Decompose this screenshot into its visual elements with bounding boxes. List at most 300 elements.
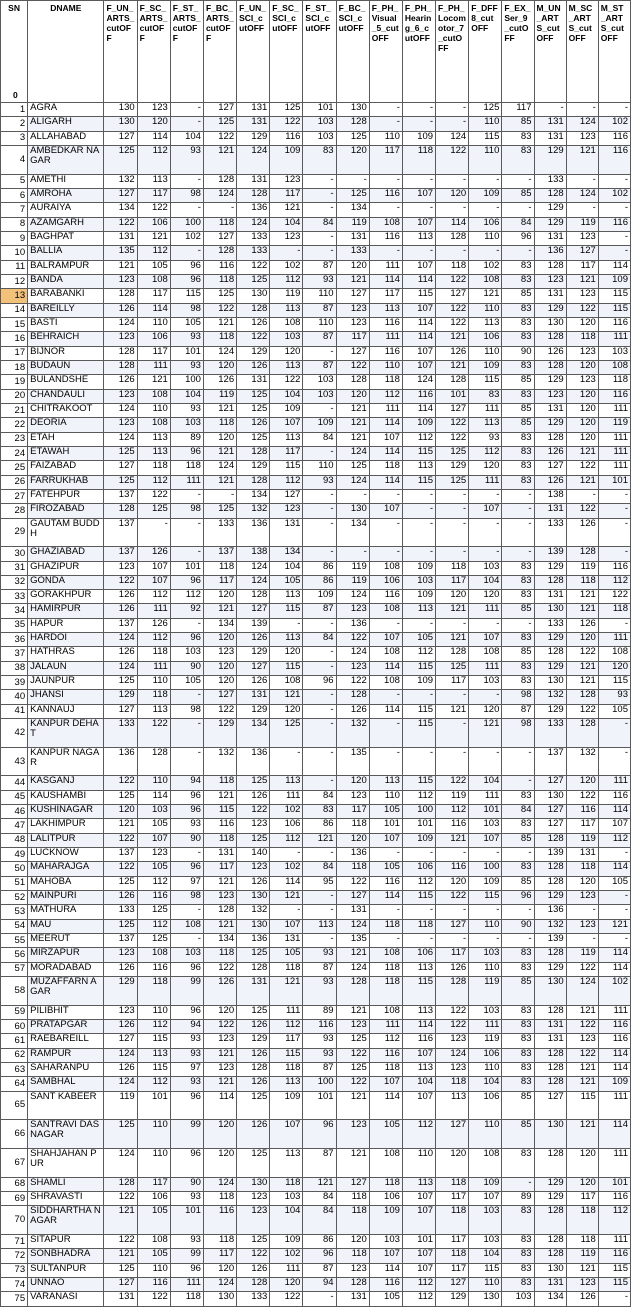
cutoff-cell[interactable]: - xyxy=(502,203,534,217)
cutoff-cell[interactable]: 120 xyxy=(203,360,236,374)
cutoff-cell[interactable]: - xyxy=(170,117,203,131)
cutoff-cell[interactable]: 123 xyxy=(566,231,598,245)
district-cell[interactable]: JHANSI xyxy=(28,690,104,704)
cutoff-cell[interactable]: 132 xyxy=(534,690,566,704)
district-cell[interactable]: GHAZIABAD xyxy=(28,547,104,561)
cutoff-cell[interactable]: 124 xyxy=(237,145,270,174)
row-number[interactable]: 65 xyxy=(1,1091,28,1120)
cutoff-cell[interactable]: 85 xyxy=(502,188,534,202)
cutoff-cell[interactable]: 121 xyxy=(566,1263,598,1277)
cutoff-cell[interactable]: 111 xyxy=(469,475,502,489)
cutoff-cell[interactable]: 130 xyxy=(534,1120,566,1149)
cutoff-cell[interactable]: 112 xyxy=(137,919,170,933)
cutoff-cell[interactable]: 90 xyxy=(170,661,203,675)
cutoff-cell[interactable]: 103 xyxy=(469,819,502,833)
cutoff-cell[interactable]: 106 xyxy=(469,217,502,231)
cutoff-cell[interactable]: - xyxy=(402,618,435,632)
cutoff-cell[interactable]: 107 xyxy=(402,360,435,374)
cutoff-cell[interactable]: 114 xyxy=(369,1091,402,1120)
cutoff-cell[interactable]: 130 xyxy=(534,1263,566,1277)
cutoff-cell[interactable]: 111 xyxy=(170,1277,203,1291)
cutoff-cell[interactable]: 104 xyxy=(469,776,502,790)
row-number[interactable]: 38 xyxy=(1,661,28,675)
cutoff-cell[interactable]: 123 xyxy=(566,289,598,303)
cutoff-cell[interactable]: 83 xyxy=(502,948,534,962)
cutoff-cell[interactable]: 128 xyxy=(534,575,566,589)
cutoff-cell[interactable]: 86 xyxy=(303,819,336,833)
cutoff-cell[interactable]: - xyxy=(436,747,469,776)
cutoff-cell[interactable]: 112 xyxy=(598,575,630,589)
cutoff-cell[interactable]: 87 xyxy=(303,1062,336,1076)
cutoff-cell[interactable]: 131 xyxy=(534,131,566,145)
cutoff-cell[interactable]: 124 xyxy=(336,446,369,460)
cutoff-cell[interactable]: 108 xyxy=(369,217,402,231)
cutoff-cell[interactable]: 117 xyxy=(203,862,236,876)
cutoff-cell[interactable]: - xyxy=(170,518,203,547)
row-number[interactable]: 53 xyxy=(1,905,28,919)
cutoff-cell[interactable]: 123 xyxy=(104,1005,137,1019)
cutoff-cell[interactable]: 118 xyxy=(170,461,203,475)
cutoff-cell[interactable]: 128 xyxy=(436,231,469,245)
cutoff-cell[interactable]: 121 xyxy=(436,633,469,647)
district-cell[interactable]: MATHURA xyxy=(28,905,104,919)
cutoff-cell[interactable]: 127 xyxy=(104,1034,137,1048)
cutoff-cell[interactable]: - xyxy=(502,934,534,948)
cutoff-cell[interactable]: 111 xyxy=(469,604,502,618)
cutoff-cell[interactable]: - xyxy=(402,203,435,217)
cutoff-cell[interactable]: 134 xyxy=(203,618,236,632)
cutoff-cell[interactable]: 131 xyxy=(534,1277,566,1291)
cutoff-cell[interactable]: - xyxy=(303,719,336,748)
cutoff-cell[interactable]: 106 xyxy=(469,1048,502,1062)
cutoff-cell[interactable]: 135 xyxy=(104,246,137,260)
cutoff-cell[interactable]: 93 xyxy=(170,1191,203,1205)
cutoff-cell[interactable]: 119 xyxy=(203,389,236,403)
cutoff-cell[interactable]: 121 xyxy=(566,145,598,174)
cutoff-cell[interactable]: 136 xyxy=(237,747,270,776)
cutoff-cell[interactable]: 119 xyxy=(566,833,598,847)
cutoff-cell[interactable]: 115 xyxy=(270,661,303,675)
cutoff-cell[interactable]: 111 xyxy=(137,360,170,374)
cutoff-cell[interactable]: 90 xyxy=(170,1177,203,1191)
cutoff-cell[interactable]: 117 xyxy=(137,289,170,303)
cutoff-cell[interactable]: 100 xyxy=(170,217,203,231)
row-number[interactable]: 45 xyxy=(1,790,28,804)
cutoff-cell[interactable]: 118 xyxy=(566,575,598,589)
district-cell[interactable]: LALITPUR xyxy=(28,833,104,847)
cutoff-cell[interactable]: 123 xyxy=(436,1034,469,1048)
cutoff-cell[interactable]: 93 xyxy=(303,274,336,288)
cutoff-cell[interactable]: 115 xyxy=(270,1048,303,1062)
row-number[interactable]: 44 xyxy=(1,776,28,790)
cutoff-cell[interactable]: 106 xyxy=(369,575,402,589)
cutoff-cell[interactable]: 86 xyxy=(303,561,336,575)
cutoff-cell[interactable]: 124 xyxy=(402,375,435,389)
cutoff-cell[interactable]: 106 xyxy=(137,1191,170,1205)
cutoff-cell[interactable]: 108 xyxy=(369,1148,402,1177)
cutoff-cell[interactable]: 118 xyxy=(369,1177,402,1191)
cutoff-cell[interactable]: 107 xyxy=(137,575,170,589)
cutoff-cell[interactable]: 115 xyxy=(402,891,435,905)
cutoff-cell[interactable]: 124 xyxy=(566,117,598,131)
cutoff-cell[interactable]: 115 xyxy=(270,461,303,475)
row-number[interactable]: 39 xyxy=(1,676,28,690)
cutoff-cell[interactable]: 117 xyxy=(336,332,369,346)
cutoff-cell[interactable]: - xyxy=(369,934,402,948)
cutoff-cell[interactable]: 121 xyxy=(566,676,598,690)
cutoff-cell[interactable]: 102 xyxy=(270,862,303,876)
cutoff-cell[interactable]: 121 xyxy=(336,432,369,446)
cutoff-cell[interactable]: 131 xyxy=(534,590,566,604)
cutoff-cell[interactable]: 131 xyxy=(336,231,369,245)
cutoff-cell[interactable]: 120 xyxy=(336,776,369,790)
cutoff-cell[interactable]: 84 xyxy=(303,1191,336,1205)
cutoff-cell[interactable]: 110 xyxy=(303,317,336,331)
cutoff-cell[interactable]: - xyxy=(469,518,502,547)
cutoff-cell[interactable]: 125 xyxy=(203,289,236,303)
cutoff-cell[interactable]: 132 xyxy=(336,719,369,748)
cutoff-cell[interactable]: 106 xyxy=(137,332,170,346)
cutoff-cell[interactable]: 126 xyxy=(436,962,469,976)
row-number[interactable]: 58 xyxy=(1,977,28,1006)
cutoff-cell[interactable]: 126 xyxy=(203,977,236,1006)
cutoff-cell[interactable]: 136 xyxy=(104,747,137,776)
cutoff-cell[interactable]: 112 xyxy=(137,145,170,174)
cutoff-cell[interactable]: 121 xyxy=(436,360,469,374)
cutoff-cell[interactable]: 107 xyxy=(137,833,170,847)
cutoff-cell[interactable]: 112 xyxy=(137,633,170,647)
cutoff-cell[interactable]: 112 xyxy=(137,590,170,604)
cutoff-cell[interactable]: 122 xyxy=(270,117,303,131)
cutoff-cell[interactable]: - xyxy=(402,489,435,503)
cutoff-cell[interactable]: 116 xyxy=(598,317,630,331)
cutoff-cell[interactable]: 121 xyxy=(566,1062,598,1076)
district-cell[interactable]: LAKHIMPUR xyxy=(28,819,104,833)
cutoff-cell[interactable]: 126 xyxy=(237,633,270,647)
cutoff-cell[interactable]: - xyxy=(369,203,402,217)
cutoff-cell[interactable]: 107 xyxy=(402,217,435,231)
cutoff-cell[interactable]: 119 xyxy=(566,948,598,962)
cutoff-cell[interactable]: 83 xyxy=(502,1005,534,1019)
cutoff-cell[interactable]: 134 xyxy=(237,719,270,748)
cutoff-cell[interactable]: 121 xyxy=(336,1091,369,1120)
cutoff-cell[interactable]: 108 xyxy=(469,274,502,288)
cutoff-cell[interactable]: 121 xyxy=(469,289,502,303)
row-number[interactable]: 33 xyxy=(1,590,28,604)
cutoff-cell[interactable]: 85 xyxy=(502,289,534,303)
cutoff-cell[interactable]: 139 xyxy=(534,547,566,561)
cutoff-cell[interactable]: 123 xyxy=(566,1034,598,1048)
cutoff-cell[interactable]: 87 xyxy=(303,360,336,374)
cutoff-cell[interactable]: 114 xyxy=(598,962,630,976)
cutoff-cell[interactable]: 128 xyxy=(534,1005,566,1019)
cutoff-cell[interactable]: 93 xyxy=(469,432,502,446)
cutoff-cell[interactable]: 107 xyxy=(402,1191,435,1205)
cutoff-cell[interactable]: 125 xyxy=(237,1234,270,1248)
cutoff-cell[interactable]: 101 xyxy=(598,1177,630,1191)
column-header[interactable]: F_PH_Visual_5_cutOFF xyxy=(369,1,402,103)
row-number[interactable]: 15 xyxy=(1,317,28,331)
cutoff-cell[interactable]: 128 xyxy=(436,977,469,1006)
cutoff-cell[interactable]: 122 xyxy=(336,1048,369,1062)
cutoff-cell[interactable]: - xyxy=(402,747,435,776)
cutoff-cell[interactable]: 116 xyxy=(598,1034,630,1048)
cutoff-cell[interactable]: 117 xyxy=(336,805,369,819)
cutoff-cell[interactable]: 120 xyxy=(336,389,369,403)
cutoff-cell[interactable]: - xyxy=(502,504,534,518)
cutoff-cell[interactable]: 121 xyxy=(203,403,236,417)
cutoff-cell[interactable]: 115 xyxy=(170,289,203,303)
cutoff-cell[interactable]: 109 xyxy=(303,590,336,604)
cutoff-cell[interactable]: 121 xyxy=(566,604,598,618)
district-cell[interactable]: AURAIYA xyxy=(28,203,104,217)
district-cell[interactable]: JALAUN xyxy=(28,661,104,675)
cutoff-cell[interactable]: 127 xyxy=(104,704,137,718)
row-number[interactable]: 30 xyxy=(1,547,28,561)
cutoff-cell[interactable]: 110 xyxy=(137,1005,170,1019)
cutoff-cell[interactable]: 139 xyxy=(534,934,566,948)
cutoff-cell[interactable]: 111 xyxy=(170,475,203,489)
cutoff-cell[interactable]: 126 xyxy=(104,604,137,618)
cutoff-cell[interactable]: 114 xyxy=(270,876,303,890)
cutoff-cell[interactable]: 120 xyxy=(469,704,502,718)
cutoff-cell[interactable]: 130 xyxy=(534,676,566,690)
cutoff-cell[interactable]: 118 xyxy=(270,1177,303,1191)
cutoff-cell[interactable]: 83 xyxy=(502,131,534,145)
district-cell[interactable]: PILIBHIT xyxy=(28,1005,104,1019)
cutoff-cell[interactable]: 130 xyxy=(104,103,137,117)
cutoff-cell[interactable]: 109 xyxy=(402,131,435,145)
cutoff-cell[interactable]: 106 xyxy=(469,332,502,346)
cutoff-cell[interactable]: 120 xyxy=(336,1234,369,1248)
cutoff-cell[interactable]: 96 xyxy=(170,962,203,976)
cutoff-cell[interactable]: 96 xyxy=(170,862,203,876)
cutoff-cell[interactable]: 86 xyxy=(303,575,336,589)
row-number[interactable]: 43 xyxy=(1,747,28,776)
cutoff-cell[interactable]: 121 xyxy=(436,332,469,346)
district-cell[interactable]: MAINPURI xyxy=(28,891,104,905)
cutoff-cell[interactable]: 129 xyxy=(534,561,566,575)
cutoff-cell[interactable]: 85 xyxy=(502,1120,534,1149)
cutoff-cell[interactable]: 101 xyxy=(369,819,402,833)
cutoff-cell[interactable]: 113 xyxy=(402,1005,435,1019)
cutoff-cell[interactable]: - xyxy=(170,489,203,503)
cutoff-cell[interactable]: - xyxy=(436,489,469,503)
cutoff-cell[interactable]: 103 xyxy=(303,375,336,389)
cutoff-cell[interactable]: 130 xyxy=(534,977,566,1006)
cutoff-cell[interactable]: 116 xyxy=(402,389,435,403)
cutoff-cell[interactable]: 127 xyxy=(534,805,566,819)
cutoff-cell[interactable]: 96 xyxy=(303,676,336,690)
cutoff-cell[interactable]: 125 xyxy=(336,188,369,202)
cutoff-cell[interactable]: 126 xyxy=(104,1020,137,1034)
cutoff-cell[interactable]: 126 xyxy=(237,418,270,432)
district-cell[interactable]: KUSHINAGAR xyxy=(28,805,104,819)
cutoff-cell[interactable]: - xyxy=(303,934,336,948)
cutoff-cell[interactable]: 117 xyxy=(203,575,236,589)
cutoff-cell[interactable]: 124 xyxy=(336,590,369,604)
cutoff-cell[interactable]: 121 xyxy=(566,1005,598,1019)
cutoff-cell[interactable]: - xyxy=(402,934,435,948)
cutoff-cell[interactable]: 131 xyxy=(237,977,270,1006)
cutoff-cell[interactable]: 107 xyxy=(270,418,303,432)
cutoff-cell[interactable]: 121 xyxy=(203,790,236,804)
cutoff-cell[interactable]: 121 xyxy=(203,475,236,489)
row-number[interactable]: 57 xyxy=(1,962,28,976)
district-cell[interactable]: AMBEDKAR NAGAR xyxy=(28,145,104,174)
cutoff-cell[interactable]: 128 xyxy=(336,375,369,389)
cutoff-cell[interactable]: 137 xyxy=(104,618,137,632)
cutoff-cell[interactable]: 124 xyxy=(436,131,469,145)
cutoff-cell[interactable]: 105 xyxy=(598,704,630,718)
cutoff-cell[interactable]: 121 xyxy=(270,891,303,905)
cutoff-cell[interactable]: 128 xyxy=(104,289,137,303)
cutoff-cell[interactable]: 117 xyxy=(436,1191,469,1205)
cutoff-cell[interactable]: 125 xyxy=(237,1005,270,1019)
cutoff-cell[interactable]: 103 xyxy=(469,1005,502,1019)
cutoff-cell[interactable]: 126 xyxy=(237,876,270,890)
cutoff-cell[interactable]: 124 xyxy=(237,561,270,575)
cutoff-cell[interactable]: 128 xyxy=(104,360,137,374)
cutoff-cell[interactable]: 115 xyxy=(469,131,502,145)
cutoff-cell[interactable]: 131 xyxy=(237,690,270,704)
cutoff-cell[interactable]: 128 xyxy=(534,833,566,847)
cutoff-cell[interactable]: 118 xyxy=(436,561,469,575)
cutoff-cell[interactable]: - xyxy=(598,934,630,948)
cutoff-cell[interactable]: 124 xyxy=(237,575,270,589)
cutoff-cell[interactable]: 121 xyxy=(203,317,236,331)
cutoff-cell[interactable]: 127 xyxy=(566,246,598,260)
cutoff-cell[interactable]: 120 xyxy=(203,1005,236,1019)
district-cell[interactable]: GAUTAM BUDDH xyxy=(28,518,104,547)
cutoff-cell[interactable]: 114 xyxy=(402,1020,435,1034)
cutoff-cell[interactable]: 102 xyxy=(469,260,502,274)
cutoff-cell[interactable]: 125 xyxy=(237,1148,270,1177)
cutoff-cell[interactable]: 107 xyxy=(270,1120,303,1149)
cutoff-cell[interactable]: 118 xyxy=(436,260,469,274)
row-number[interactable]: 11 xyxy=(1,260,28,274)
cutoff-cell[interactable]: 97 xyxy=(170,1062,203,1076)
cutoff-cell[interactable]: 85 xyxy=(502,876,534,890)
cutoff-cell[interactable]: 125 xyxy=(336,1062,369,1076)
cutoff-cell[interactable]: 98 xyxy=(170,704,203,718)
cutoff-cell[interactable]: 112 xyxy=(402,1292,435,1306)
cutoff-cell[interactable]: 124 xyxy=(104,661,137,675)
cutoff-cell[interactable]: 104 xyxy=(170,389,203,403)
cutoff-cell[interactable]: - xyxy=(436,905,469,919)
cutoff-cell[interactable]: 100 xyxy=(402,805,435,819)
cutoff-cell[interactable]: 120 xyxy=(598,661,630,675)
cutoff-cell[interactable]: - xyxy=(170,174,203,188)
cutoff-cell[interactable]: 114 xyxy=(137,790,170,804)
cutoff-cell[interactable]: 117 xyxy=(270,1034,303,1048)
cutoff-cell[interactable]: 127 xyxy=(436,403,469,417)
cutoff-cell[interactable]: 138 xyxy=(237,547,270,561)
cutoff-cell[interactable]: 117 xyxy=(369,289,402,303)
row-number[interactable]: 64 xyxy=(1,1077,28,1091)
cutoff-cell[interactable]: 109 xyxy=(402,418,435,432)
cutoff-cell[interactable]: 116 xyxy=(598,790,630,804)
cutoff-cell[interactable]: 107 xyxy=(369,633,402,647)
cutoff-cell[interactable]: 130 xyxy=(203,1292,236,1306)
cutoff-cell[interactable]: 96 xyxy=(170,1263,203,1277)
cutoff-cell[interactable]: 118 xyxy=(402,919,435,933)
cutoff-cell[interactable]: 120 xyxy=(469,590,502,604)
cutoff-cell[interactable]: 110 xyxy=(369,131,402,145)
cutoff-cell[interactable]: 116 xyxy=(598,1191,630,1205)
cutoff-cell[interactable]: 110 xyxy=(369,790,402,804)
row-number[interactable]: 70 xyxy=(1,1206,28,1235)
cutoff-cell[interactable]: 118 xyxy=(598,604,630,618)
cutoff-cell[interactable]: 83 xyxy=(502,461,534,475)
cutoff-cell[interactable]: 124 xyxy=(436,1048,469,1062)
cutoff-cell[interactable]: 115 xyxy=(402,289,435,303)
cutoff-cell[interactable]: 116 xyxy=(598,1249,630,1263)
cutoff-cell[interactable]: 126 xyxy=(237,1120,270,1149)
cutoff-cell[interactable]: 113 xyxy=(436,1091,469,1120)
cutoff-cell[interactable]: 125 xyxy=(237,1091,270,1120)
cutoff-cell[interactable]: 101 xyxy=(170,1206,203,1235)
cutoff-cell[interactable]: 85 xyxy=(502,647,534,661)
cutoff-cell[interactable]: 119 xyxy=(566,1249,598,1263)
cutoff-cell[interactable]: 83 xyxy=(502,1077,534,1091)
cutoff-cell[interactable]: 117 xyxy=(436,1263,469,1277)
cutoff-cell[interactable]: 124 xyxy=(104,403,137,417)
cutoff-cell[interactable]: 117 xyxy=(436,575,469,589)
cutoff-cell[interactable]: 108 xyxy=(137,948,170,962)
cutoff-cell[interactable]: 122 xyxy=(436,274,469,288)
cutoff-cell[interactable]: 112 xyxy=(598,833,630,847)
cutoff-cell[interactable]: 107 xyxy=(402,1091,435,1120)
cutoff-cell[interactable]: 112 xyxy=(270,475,303,489)
cutoff-cell[interactable]: - xyxy=(469,489,502,503)
cutoff-cell[interactable]: 107 xyxy=(402,1206,435,1235)
cutoff-cell[interactable]: 118 xyxy=(436,1206,469,1235)
cutoff-cell[interactable]: 94 xyxy=(170,1020,203,1034)
cutoff-cell[interactable]: 110 xyxy=(137,317,170,331)
column-header[interactable]: F_EX_Ser_9_cutOFF xyxy=(502,1,534,103)
cutoff-cell[interactable]: 125 xyxy=(237,403,270,417)
cutoff-cell[interactable]: 116 xyxy=(598,1020,630,1034)
cutoff-cell[interactable]: 122 xyxy=(566,303,598,317)
cutoff-cell[interactable]: 121 xyxy=(270,977,303,1006)
cutoff-cell[interactable]: - xyxy=(502,618,534,632)
cutoff-cell[interactable]: - xyxy=(598,103,630,117)
cutoff-cell[interactable]: 112 xyxy=(402,1277,435,1291)
cutoff-cell[interactable]: 113 xyxy=(402,1177,435,1191)
cutoff-cell[interactable]: 112 xyxy=(270,1020,303,1034)
cutoff-cell[interactable]: 118 xyxy=(137,690,170,704)
row-number[interactable]: 49 xyxy=(1,848,28,862)
district-cell[interactable]: RAEBAREILL xyxy=(28,1034,104,1048)
cutoff-cell[interactable]: - xyxy=(303,547,336,561)
district-cell[interactable]: JAUNPUR xyxy=(28,676,104,690)
cutoff-cell[interactable]: 123 xyxy=(104,274,137,288)
cutoff-cell[interactable]: 121 xyxy=(203,919,236,933)
cutoff-cell[interactable]: 106 xyxy=(137,217,170,231)
cutoff-cell[interactable]: 110 xyxy=(469,231,502,245)
cutoff-cell[interactable]: 113 xyxy=(270,590,303,604)
cutoff-cell[interactable]: 87 xyxy=(303,962,336,976)
cutoff-cell[interactable]: 107 xyxy=(369,1077,402,1091)
cutoff-cell[interactable]: 123 xyxy=(566,131,598,145)
cutoff-cell[interactable]: 128 xyxy=(534,1062,566,1076)
cutoff-cell[interactable]: - xyxy=(469,690,502,704)
cutoff-cell[interactable]: 102 xyxy=(598,188,630,202)
cutoff-cell[interactable]: 115 xyxy=(402,446,435,460)
cutoff-cell[interactable]: 124 xyxy=(237,217,270,231)
cutoff-cell[interactable]: 83 xyxy=(502,1277,534,1291)
